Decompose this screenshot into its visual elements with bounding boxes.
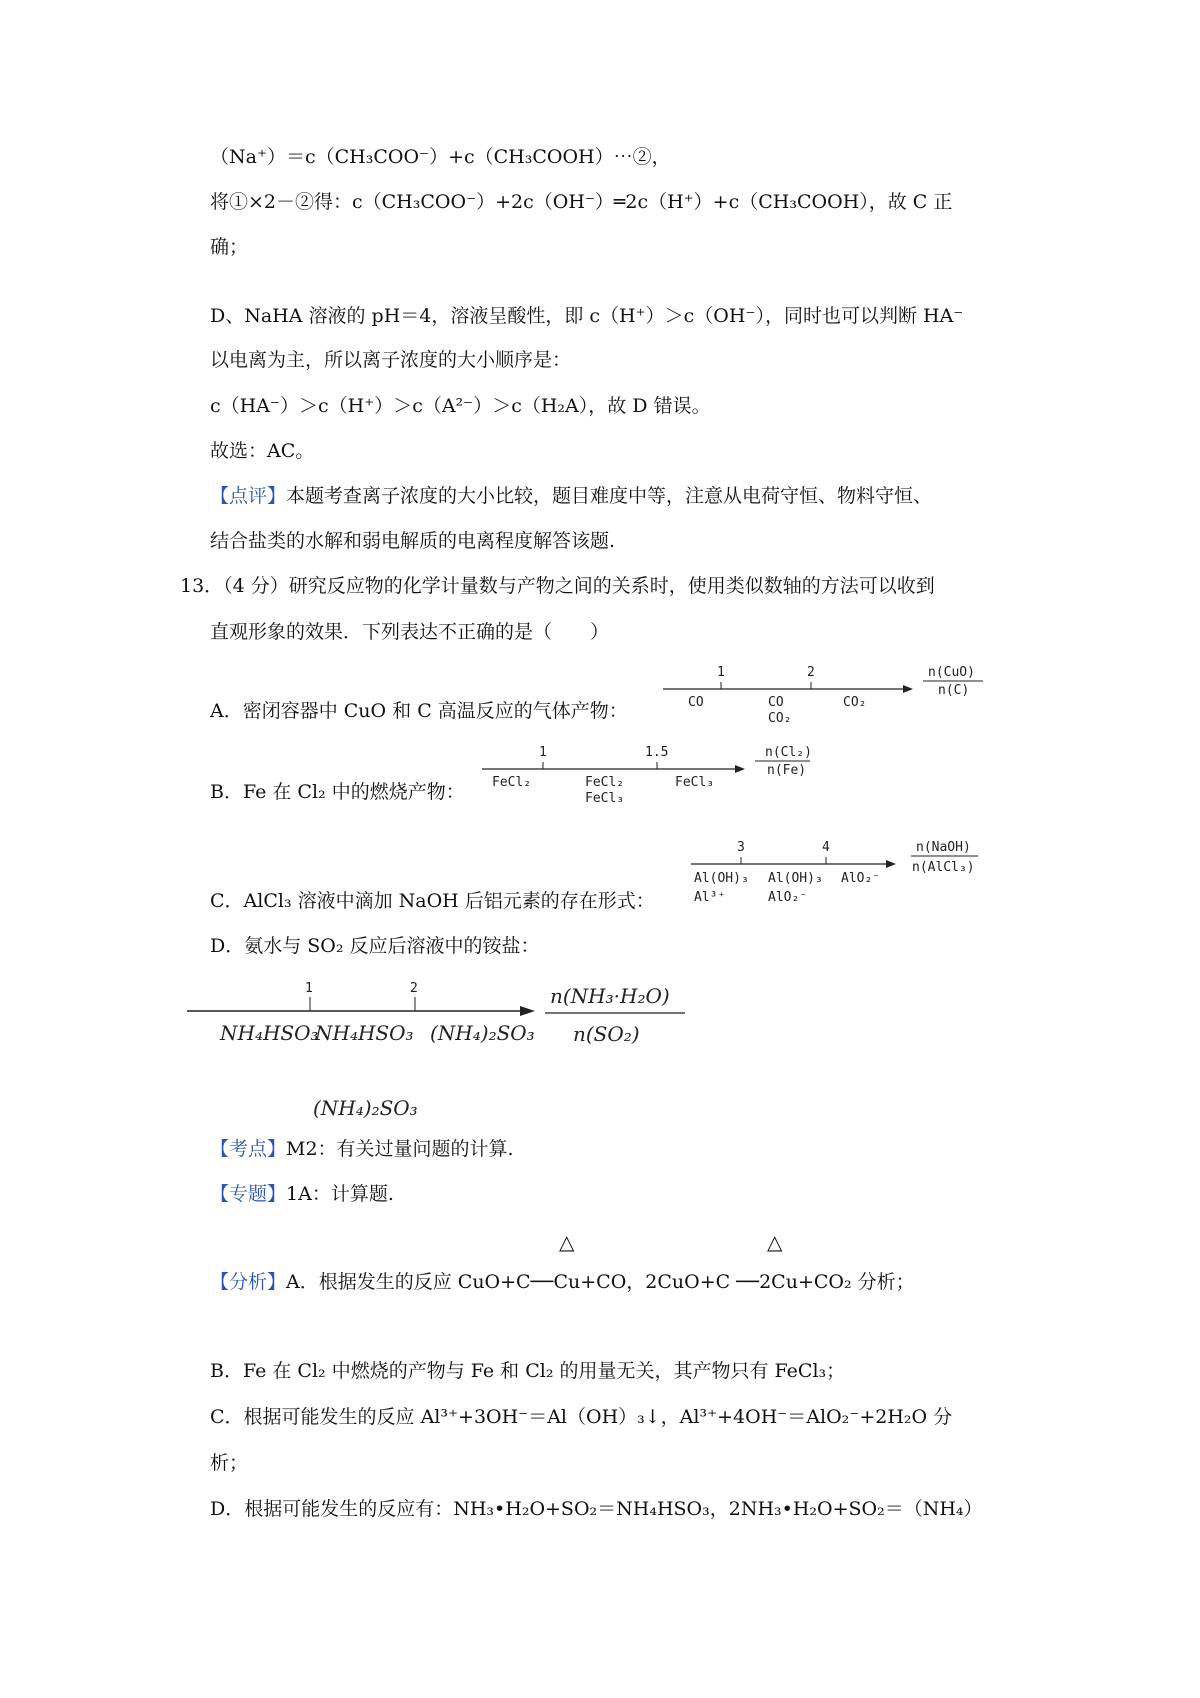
comment-text: 本题考查离子浓度的大小比较，题目难度中等，注意从电荷守恒、物料守恒、 xyxy=(286,485,933,507)
kaodian-tag: 【考点】 xyxy=(210,1138,287,1160)
product-label: FeCl₃ xyxy=(675,775,715,790)
ratio-numerator: n(CuO) xyxy=(928,665,975,680)
number-line-a xyxy=(658,660,988,726)
product-label: AlO₂⁻ xyxy=(841,871,881,886)
zhuanti-tag: 【专题】 xyxy=(210,1183,287,1205)
option-d: D．氨水与 SO₂ 反应后溶液中的铵盐： xyxy=(210,935,540,957)
product-label: Al(OH)₃ xyxy=(768,871,823,886)
option-a: A．密闭容器中 CuO 和 C 高温反应的气体产物： xyxy=(210,700,628,722)
option-b: B．Fe 在 Cl₂ 中的燃烧产物： xyxy=(210,781,465,803)
product-label: CO xyxy=(688,695,704,710)
product-label: AlO₂⁻ xyxy=(768,890,808,905)
tick-label: 4 xyxy=(822,840,830,855)
number-line-c xyxy=(686,835,986,910)
ratio-numerator: n(Cl₂) xyxy=(765,745,812,760)
ratio-denominator: n(AlCl₃) xyxy=(912,860,975,875)
ratio-numerator: n(NH₃·H₂O) xyxy=(550,984,670,1008)
product-label: Al(OH)₃ xyxy=(694,871,749,886)
ratio-numerator: n(NaOH) xyxy=(916,840,971,855)
number-line-b xyxy=(480,740,812,806)
tick-label: 1 xyxy=(539,745,547,760)
product-label: (NH₄)₂SO₃ xyxy=(313,1096,418,1120)
kaodian-text: M2：有关过量问题的计算. xyxy=(286,1138,514,1160)
tick-label: 2 xyxy=(410,981,418,996)
heat-symbol-icon: △ xyxy=(767,1230,783,1254)
ratio-denominator: n(C) xyxy=(938,683,970,698)
text-line: 结合盐类的水解和弱电解质的电离程度解答该题. xyxy=(210,530,616,552)
question-13-title: 13．（4 分）研究反应物的化学计量数与产物之间的关系时，使用类似数轴的方法可以收到 xyxy=(180,575,935,597)
text-line: D、NaHA 溶液的 pH＝4，溶液呈酸性，即 c（H⁺）＞c（OH⁻），同时也可以判断 HA⁻ xyxy=(210,305,964,327)
tick-label: 1 xyxy=(717,665,725,680)
product-label: CO₂ xyxy=(843,695,867,710)
fenxi-line xyxy=(210,1268,915,1296)
text-line: 故选：AC。 xyxy=(210,440,315,462)
ratio-denominator: n(SO₂) xyxy=(573,1022,640,1046)
fenxi-tag: 【分析】 xyxy=(210,1271,287,1293)
product-label: FeCl₂ xyxy=(585,775,625,790)
product-label: FeCl₂ xyxy=(492,775,532,790)
product-label: (NH₄)₂SO₃ xyxy=(430,1021,535,1045)
comment-line xyxy=(210,482,932,510)
analysis-c-cont: 析； xyxy=(210,1452,249,1474)
product-label: Al³⁺ xyxy=(694,890,726,905)
option-c: C．AlCl₃ 溶液中滴加 NaOH 后铝元素的存在形式： xyxy=(210,890,655,912)
analysis-d: D．根据可能发生的反应有：NH₃•H₂O+SO₂＝NH₄HSO₃，2NH₃•H₂O+SO₂＝（NH₄） xyxy=(210,1498,983,1520)
tick-label: 2 xyxy=(807,665,815,680)
text-line: 将①×2－②得：c（CH₃COO⁻）+2c（OH⁻）═2c（H⁺）+c（CH₃COOH），故 C 正 xyxy=(210,191,953,213)
comment-tag: 【点评】 xyxy=(210,485,287,507)
zhuanti-text: 1A：计算题. xyxy=(286,1183,394,1205)
heat-symbol-icon: △ xyxy=(559,1230,575,1254)
fenxi-text: A．根据发生的反应 CuO+C──Cu+CO，2CuO+C ──2Cu+CO₂ 分析； xyxy=(286,1271,915,1293)
text-line: 以电离为主，所以离子浓度的大小顺序是： xyxy=(210,349,572,371)
kaodian-line xyxy=(210,1135,514,1163)
product-label: NH₄HSO₃ xyxy=(315,1021,414,1045)
ratio-denominator: n(Fe) xyxy=(767,763,807,778)
number-line-d xyxy=(185,975,705,1125)
product-label: NH₄HSO₃ xyxy=(220,1021,319,1045)
product-label: CO₂ xyxy=(768,711,792,726)
text-line: 确； xyxy=(210,236,249,258)
product-label: CO xyxy=(768,695,784,710)
analysis-c: C．根据可能发生的反应 Al³⁺+3OH⁻＝Al（OH）₃↓，Al³⁺+4OH⁻＝AlO₂⁻+2H₂O 分 xyxy=(210,1406,953,1428)
tick-label: 1 xyxy=(305,981,313,996)
analysis-b: B．Fe 在 Cl₂ 中燃烧的产物与 Fe 和 Cl₂ 的用量无关，其产物只有 FeCl₃； xyxy=(210,1360,846,1382)
tick-label: 1.5 xyxy=(645,745,669,760)
zhuanti-line xyxy=(210,1180,394,1208)
text-line: （Na⁺）＝c（CH₃COO⁻）+c（CH₃COOH）⋯②， xyxy=(210,146,671,168)
tick-label: 3 xyxy=(737,840,745,855)
question-13-title-cont: 直观形象的效果．下列表达不正确的是（ ） xyxy=(210,621,610,643)
text-line: c（HA⁻）＞c（H⁺）＞c（A²⁻）＞c（H₂A），故 D 错误。 xyxy=(210,395,711,417)
product-label: FeCl₃ xyxy=(585,791,625,806)
